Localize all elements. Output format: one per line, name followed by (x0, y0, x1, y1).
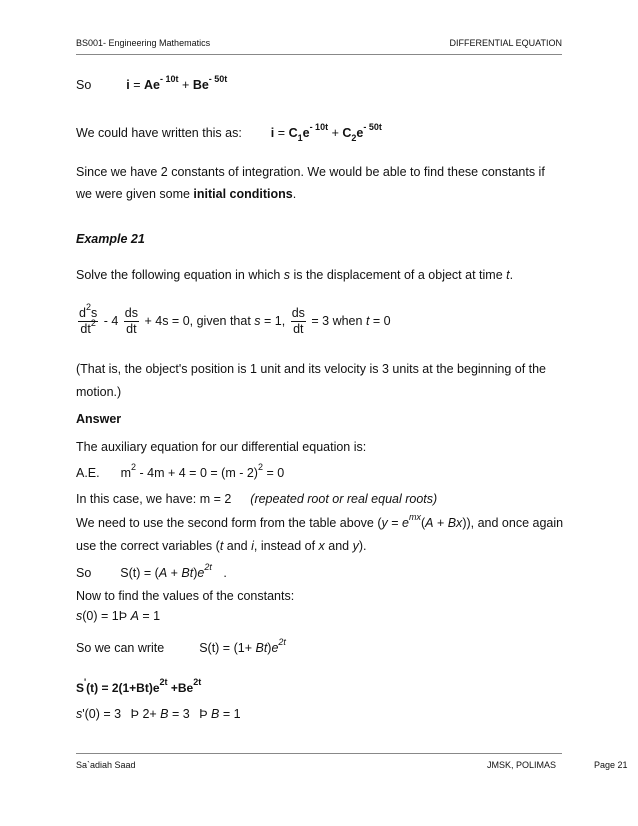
answer-heading: Answer (76, 412, 122, 426)
method-line-1: We need to use the second form from the table above $(y = e^{mx}(A + Bx))$, and once again (76, 512, 564, 530)
implies-symbol: Þ (130, 707, 139, 721)
page-number: Page 21 (594, 760, 628, 770)
page-header (76, 38, 562, 52)
since-paragraph-line-2: we were given some initial conditions. (76, 187, 297, 201)
alt-form-line: We could have written this as: $i = C_1e^{- 10t} + C_2e^{- 50t}$ (76, 122, 382, 143)
clarification-line-2: motion.) (76, 385, 122, 399)
footer-author: Sa`adiah Saad (76, 760, 136, 770)
second-derivative-fraction: $\frac{d^2s}{dt^2}$ (79, 302, 98, 336)
derivative-line: $S'(t) = 2(1+Bt)e^{2t} +Be^{2t}$ (76, 677, 202, 695)
general-solution-line: So $S(t) = (A + Bt)e^{2t}$ . (76, 562, 227, 580)
method-line-2: use the correct variables (t and i, instead of x and y). (76, 539, 367, 553)
auxiliary-equation: A.E. $m^2 - 4m + 4 = 0 = (m - 2)^2 = 0$ (76, 462, 285, 480)
header-course-title: BS001- Engineering Mathematics (76, 38, 211, 48)
page-footer (76, 760, 556, 770)
initial-position-line: s(0) = 1Þ A = 1 (76, 609, 161, 623)
first-derivative-fraction: $\frac{ds}{dt}$ (124, 306, 138, 336)
constants-intro: Now to find the values of the constants: (76, 589, 295, 603)
problem-statement: Solve the following equation in which s is the displacement of a object at time t. (76, 268, 514, 282)
example-heading: Example 21 (76, 232, 145, 246)
header-divider (76, 54, 562, 55)
implies-symbol: Þ (118, 609, 128, 623)
footer-divider (76, 753, 562, 754)
initial-velocity-fraction: $\frac{ds}{dt}$ (291, 306, 305, 336)
footer-institution: JMSK, POLIMAS (486, 760, 556, 770)
root-case-line: In this case, we have: m = 2 (repeated root or real equal roots) (76, 492, 438, 506)
header-chapter-title: DIFFERENTIAL EQUATION (449, 38, 562, 48)
auxiliary-intro: The auxiliary equation for our differential equation is: (76, 440, 367, 454)
since-paragraph-line-1: Since we have 2 constants of integration. We would be able to find these constants if (76, 165, 545, 179)
implies-symbol: Þ (199, 707, 208, 721)
particular-solution-line: So we can write $S(t) = (1+ Bt)e^{2t}$ (76, 637, 286, 655)
solution-line-1: So $i = Ae^{- 10t} + Be^{- 50t}$ (76, 74, 228, 92)
differential-equation: $\frac{d^2s}{dt^2}$ - 4 $\frac{ds}{dt}$ + 4s = 0, given that s = 1, $\frac{ds}{dt}$ = 3 when t = 0 (79, 302, 391, 336)
clarification-line-1: (That is, the object's position is 1 unit and its velocity is 3 units at the beginning of the (76, 362, 547, 376)
initial-velocity-line: s'(0) = 3 Þ 2+ B = 3 Þ B = 1 (76, 707, 241, 721)
